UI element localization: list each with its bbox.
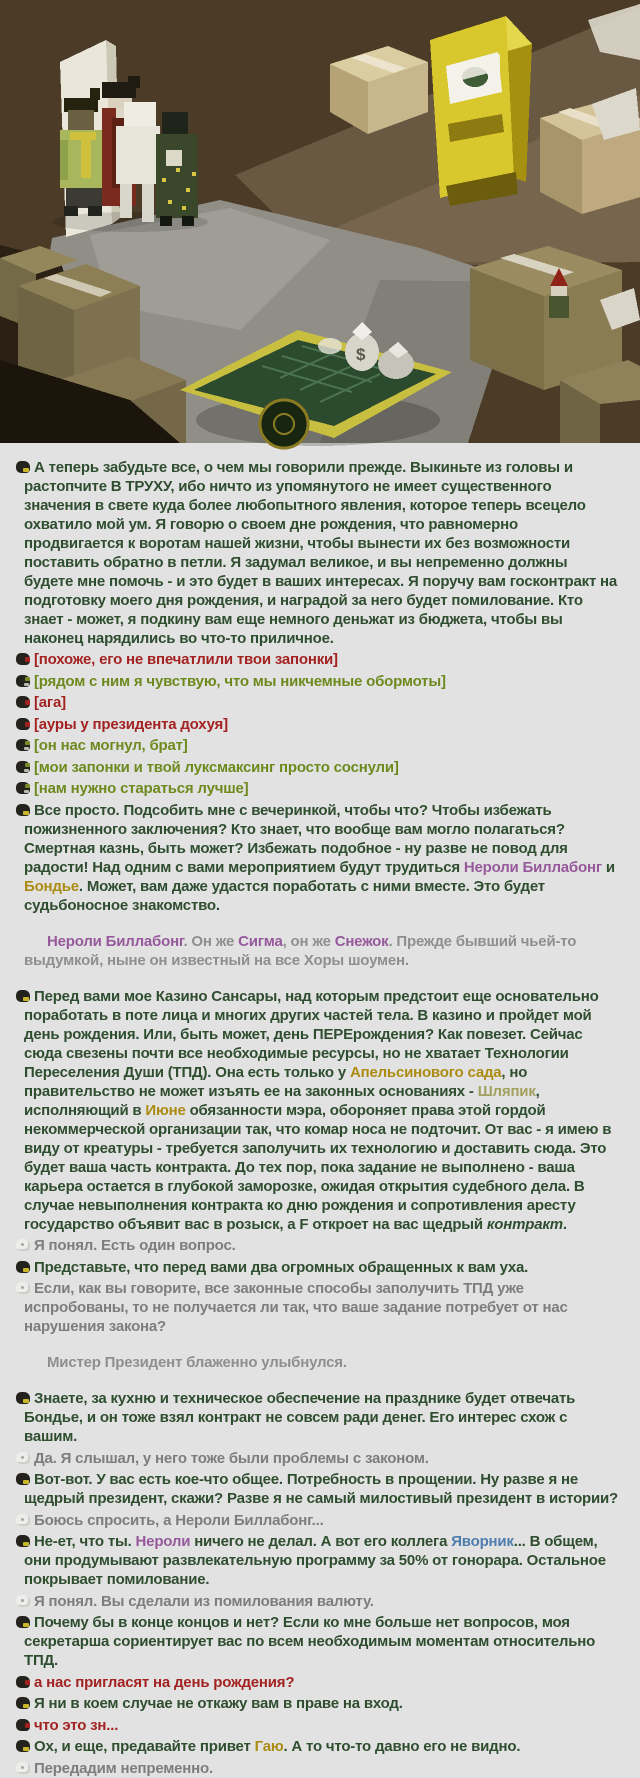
red-avatar-icon	[16, 1676, 30, 1688]
dialogue-line-olive	[24, 736, 618, 755]
highlight-purple: Сигма	[238, 932, 283, 950]
highlight-gold: Гаю	[254, 1738, 284, 1755]
president-avatar-icon	[16, 804, 30, 816]
dialogue-text: ... В общем, они продумывают развлекательную программу за 50% от гонорара. Остальное покрывает помилование.	[24, 1533, 606, 1588]
dialogue-text: . А то что-то давно его не видно.	[283, 1738, 521, 1755]
president-avatar-icon	[16, 1473, 30, 1485]
dialogue-text: контракт	[486, 1215, 563, 1233]
dialogue-text: А теперь забудьте все, о чем мы говорили прежде. Выкиньте из головы и растопчите В ТРУХУ, ибо ничто из упомянутого не имеет существенного значения в свете куда более любопытного явления, которое теперь всецело охватило мой ум. Я говорю о своем дне рождения, что равномерно продвигается к воротам нашей жизни, чтобы вынести их без возможности поставить обратно в петли. Я задумал великое, и вы непременно должны будете мне помочь - и это будет в ваших интересах. Я поручу вам госконтракт на подготовку моего дня рождения, и наградой за него будет помилование. Кто знает - может, я подкину вам еще немного деньжат из бюджета, чтобы вы наконец нарядились во что-то приличное.	[24, 458, 618, 647]
dialogue-text: Я понял. Вы сделали из помилования валюту.	[34, 1592, 374, 1610]
dialogue-text: [похоже, его не впечатлили твои запонки]	[34, 651, 338, 668]
president-avatar-icon	[16, 1535, 30, 1547]
dialogue-text: [мои запонки и твой луксмаксинг просто соснули]	[34, 758, 399, 776]
dialogue-text: Если, как вы говорите, все законные способы заполучить ТПД уже испробованы, то не получается ли так, что ваше задание потребует от нас нарушения закона?	[24, 1280, 568, 1335]
dialogue-line-hero	[24, 1279, 618, 1336]
dialogue-line-red	[24, 715, 618, 734]
dialogue-line-president	[24, 801, 618, 915]
dialogue-line-president	[24, 458, 618, 648]
dialogue-text: Почему бы в конце концов и нет? Если ко мне больше нет вопросов, моя секретарша сориентирует вас по всем необходимым моментам относительно ТПД.	[24, 1614, 596, 1669]
highlight-gold: Июне	[145, 1101, 186, 1119]
highlight-gold: Бондье	[24, 877, 79, 895]
dialogue-text: и	[601, 858, 615, 876]
dialogue-line-red	[24, 1673, 618, 1692]
dialogue-text: Ох, и еще, предавайте привет	[34, 1738, 255, 1755]
dialogue-line-president	[24, 1389, 618, 1446]
highlight-purple: Нероли Биллабонг	[47, 932, 184, 950]
warehouse-scene-art	[0, 0, 640, 443]
dialogue-line-narrator	[24, 1353, 618, 1372]
highlight-purple: Снежок	[334, 932, 389, 950]
dialogue-line-president	[24, 1694, 618, 1713]
hero-avatar-icon	[16, 1762, 30, 1774]
red-avatar-icon	[16, 1719, 30, 1731]
yellow-arcade-machine	[430, 16, 532, 206]
highlight-blue: Яворник	[451, 1533, 514, 1550]
president-avatar-icon	[16, 1616, 30, 1628]
dialogue-line-president	[24, 1532, 618, 1589]
money-bag-dollar-sign: $	[356, 345, 366, 364]
olive-avatar-icon	[16, 739, 30, 751]
dialogue-text: . Он же	[183, 932, 239, 950]
dialogue-line-olive	[24, 779, 618, 798]
dialogue-line-hero	[24, 1449, 618, 1468]
dialogue-text: Передадим непременно.	[34, 1759, 213, 1777]
dialogue-text: , он же	[282, 932, 335, 950]
dialogue-text: Вот-вот. У вас есть кое-что общее. Потребность в прощении. Ну разве я не щедрый президент, скажи? Разве я не самый милостивый президент в истории?	[24, 1471, 619, 1507]
dialogue-text: [ауры у президента дохуя]	[34, 715, 228, 733]
dialogue-log	[0, 443, 640, 1777]
hero-avatar-icon	[16, 1514, 30, 1526]
dialogue-line-hero	[24, 1236, 618, 1255]
dialogue-text: ничего не делал. А вот его коллега	[190, 1533, 452, 1550]
olive-avatar-icon	[16, 675, 30, 687]
dialogue-line-president	[24, 1613, 618, 1670]
dialogue-text: [он нас могнул, брат]	[34, 737, 188, 754]
dialogue-line-narrator	[24, 932, 618, 970]
highlight-purple: Нероли	[135, 1533, 191, 1550]
dialogue-line-president	[24, 1470, 618, 1508]
president-avatar-icon	[16, 990, 30, 1002]
dialogue-line-olive	[24, 672, 618, 691]
dialogue-text: .	[562, 1215, 567, 1233]
dialogue-line-olive	[24, 758, 618, 777]
red-avatar-icon	[16, 653, 30, 665]
dialogue-text: , исполняющий в	[24, 1082, 540, 1119]
dialogue-line-president	[24, 987, 618, 1234]
dialogue-text: что это зн...	[34, 1716, 119, 1734]
dialogue-text: обязанности мэра, обороняет права этой гордой некоммерческой организации так, что комар носа не подточит. От вас - я имею в виду от креатуры - требуется заполучить их технологию и доставить сюда. Это будет ваша часть контракта. До тех пор, пока задание не выполнено - ваша карьера остается в глубокой заморозке, ожидая открытия судебного дела. В случае невыполнения контракта ко дню рождения и сопротивления аресту государство объявит вас в розыск, а F откроет на вас щедрый	[24, 1101, 612, 1233]
dialogue-text: Не-ет, что ты.	[34, 1533, 136, 1550]
dialogue-line-red	[24, 650, 618, 669]
dialogue-text: [нам нужно стараться лучше]	[34, 780, 249, 797]
hero-avatar-icon	[16, 1452, 30, 1464]
dialogue-text: Да. Я слышал, у него тоже были проблемы с законом.	[34, 1449, 429, 1467]
dialogue-line-hero	[24, 1592, 618, 1611]
dialogue-text: Я ни в коем случае не откажу вам в праве на вход.	[34, 1695, 403, 1712]
dialogue-text: . Прежде бывший чьей-то выдумкой, ныне он известный на все Хоры шоумен.	[24, 932, 577, 969]
highlight-khaki: Шляпик	[477, 1082, 536, 1100]
dialogue-text: Я понял. Есть один вопрос.	[34, 1237, 236, 1254]
dialogue-text: а нас пригласят на день рождения?	[34, 1673, 295, 1691]
olive-avatar-icon	[16, 782, 30, 794]
highlight-purple: Нероли Биллабонг	[463, 858, 602, 876]
dialogue-line-hero	[24, 1759, 618, 1778]
dialogue-text: Знаете, за кухню и техническое обеспечение на празднике будет отвечать Бондье, и он тоже взял контракт не совсем ради денег. Его интерес схож с вашим.	[24, 1390, 576, 1445]
dialogue-text: . Может, вам даже удастся поработать с ними вместе. Это будет судьбоносное знакомство.	[24, 877, 545, 914]
red-avatar-icon	[16, 718, 30, 730]
dialogue-line-hero	[24, 1511, 618, 1530]
dialogue-text: [рядом с ним я чувствую, что мы никчемные обормоты]	[34, 672, 446, 690]
olive-avatar-icon	[16, 761, 30, 773]
dialogue-text: Перед вами мое Казино Сансары, над которым предстоит еще основательно поработать в поте лица и многих других частей тела. В казино и пройдет мой день рождения. Или, быть может, день ПЕРЕрождения? Как повезет. Сейчас сюда свезены почти все необходимые ресурсы, но не хватает Технологии Переселения Души (ТПД). Она есть только у	[24, 987, 599, 1081]
president-avatar-icon	[16, 1261, 30, 1273]
dialogue-line-red	[24, 693, 618, 712]
red-avatar-icon	[16, 696, 30, 708]
president-avatar-icon	[16, 1740, 30, 1752]
hero-avatar-icon	[16, 1282, 30, 1294]
highlight-gold: Апельсинового сада	[349, 1063, 502, 1081]
dialogue-line-president	[24, 1258, 618, 1277]
dialogue-text: Боюсь спросить, а Нероли Биллабонг...	[34, 1511, 324, 1529]
dialogue-text: Мистер Президент блаженно улыбнулся.	[47, 1354, 347, 1371]
hero-avatar-icon	[16, 1595, 30, 1607]
dialogue-text: , но правительство не может изъять ее на законных основаниях -	[24, 1063, 528, 1100]
dialogue-text: [ага]	[34, 694, 66, 711]
dialogue-line-red	[24, 1716, 618, 1735]
dialogue-line-president	[24, 1737, 618, 1756]
dialogue-text: Представьте, что перед вами два огромных обращенных к вам уха.	[34, 1258, 529, 1276]
hero-avatar-icon	[16, 1239, 30, 1251]
dialogue-text: Все просто. Подсобить мне с вечеринкой, чтобы что? Чтобы избежать пожизненного заключения? Кто знает, что вообще вам могло полагаться? Смертная казнь, быть может? Избежать подобное - ну разве не повод для радости! Над одним с вами мероприятием будут трудиться	[24, 801, 568, 876]
game-scene[interactable]	[0, 0, 640, 443]
president-avatar-icon	[16, 1392, 30, 1404]
president-avatar-icon	[16, 1697, 30, 1709]
president-avatar-icon	[16, 461, 30, 473]
